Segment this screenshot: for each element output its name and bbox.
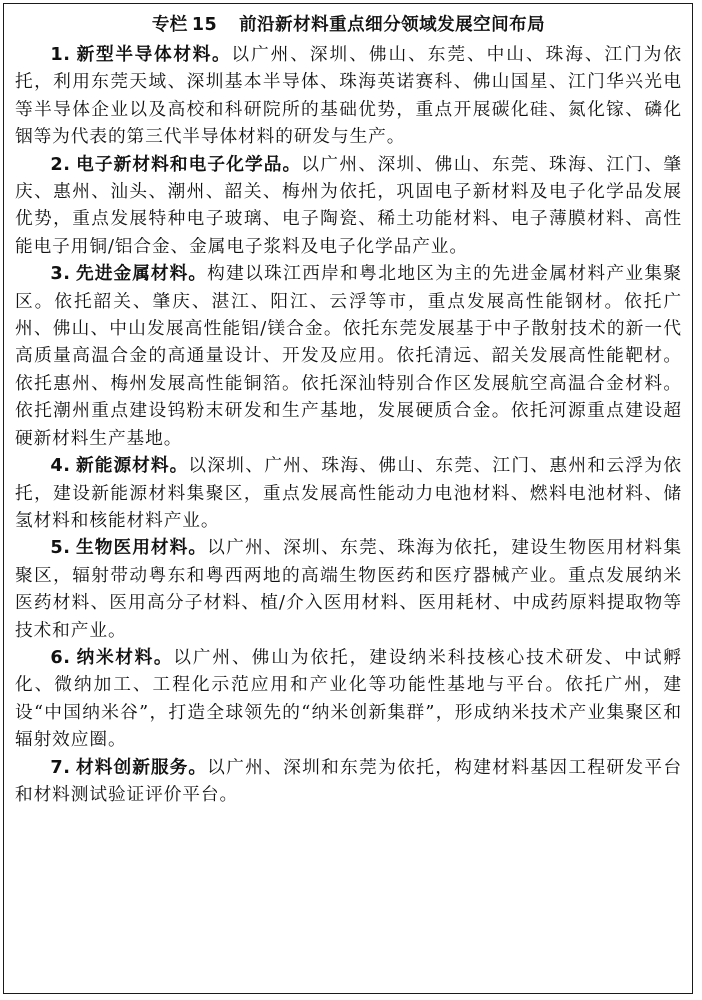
item-number: 5. xyxy=(50,538,71,559)
item-innovation-services xyxy=(15,755,682,810)
item-text: 以广州、深圳、佛山、东莞、中山、珠海、江门为依托，利用东莞天域、深圳基本半导体、珠海英诺赛科、佛山国星、江门华兴光电等半导体企业以及高校和科研院所的基础优势，重点开展碳化硅、氮化镓、磷化铟等为代表的第三代半导体材料的研发与生产。 xyxy=(15,45,682,148)
item-heading: 电子新材料和电子化学品。 xyxy=(75,154,302,175)
item-heading: 新型半导体材料。 xyxy=(75,45,232,65)
item-heading: 材料创新服务。 xyxy=(75,757,208,778)
item-number: 4. xyxy=(50,456,71,477)
panel-label: 专栏 xyxy=(151,15,188,35)
item-lead xyxy=(50,456,188,476)
item-lead xyxy=(50,264,207,284)
item-number: 2. xyxy=(50,154,71,175)
item-lead xyxy=(50,155,301,175)
panel-heading: 前沿新材料重点细分领域发展空间布局 xyxy=(239,15,546,35)
item-heading: 新能源材料。 xyxy=(75,456,189,477)
item-text: 以广州、佛山为依托，建设纳米科技核心技术研发、中试孵化、微纳加工、工程化示范应用和产业化等功能性基地与平台。依托广州，建设“中国纳米谷”，打造全球领先的“纳米创新集群”，形成纳米技术产业集聚区和辐射效应圈。 xyxy=(15,647,682,751)
item-text: 以广州、深圳、东莞、珠海为依托，建设生物医用材料集聚区，辐射带动粤东和粤西两地的高端生物医药和医疗器械产业。重点发展纳米医药材料、医用高分子材料、植/介入医用材料、医用耗材、中成药原料提取物等技术和产业。 xyxy=(15,538,682,641)
item-lead xyxy=(50,648,173,668)
item-nanomaterials xyxy=(15,645,682,755)
item-heading: 生物医用材料。 xyxy=(75,538,208,559)
item-new-energy xyxy=(15,453,682,535)
column-panel xyxy=(3,3,693,994)
item-text: 以广州、深圳和东莞为依托，构建材料基因工程研发平台和材料测试验证评价平台。 xyxy=(15,757,682,805)
item-number: 6. xyxy=(50,647,71,668)
item-text: 构建以珠江西岸和粤北地区为主的先进金属材料产业集聚区。依托韶关、肇庆、湛江、阳江、云浮等市，重点发展高性能钢材。依托广州、佛山、中山发展高性能铝/镁合金。依托东莞发展基于中子散射技术的新一代高质量高温合金的高通量设计、开发及应用。依托清远、韶关发展高性能靶材。依托惠州、梅州发展高性能铜箔。依托深汕特别合作区发展航空高温合金材料。依托潮州重点建设钨粉末研发和生产基地，发展硬质合金。依托河源重点建设超硬新材料生产基地。 xyxy=(15,264,682,449)
item-heading: 纳米材料。 xyxy=(75,647,174,668)
item-semiconductor xyxy=(15,42,682,152)
item-electronic-materials xyxy=(15,152,682,262)
item-text: 以深圳、广州、珠海、佛山、东莞、江门、惠州和云浮为依托，建设新能源材料集聚区，重点发展高性能动力电池材料、燃料电池材料、储氢材料和核能材料产业。 xyxy=(15,456,682,531)
item-lead xyxy=(50,758,207,778)
item-lead xyxy=(50,45,231,65)
item-number: 7. xyxy=(50,757,71,778)
item-heading: 先进金属材料。 xyxy=(75,264,208,285)
item-biomedical xyxy=(15,535,682,645)
item-number: 1. xyxy=(50,45,71,65)
item-number: 3. xyxy=(50,264,71,285)
item-text: 以广州、深圳、佛山、东莞、珠海、江门、肇庆、惠州、汕头、潮州、韶关、梅州为依托，巩固电子新材料及电子化学品发展优势，重点发展特种电子玻璃、电子陶瓷、稀土功能材料、电子薄膜材料、高性能电子用铜/铝合金、金属电子浆料及电子化学品产业。 xyxy=(15,154,682,257)
panel-number: 15 xyxy=(191,15,218,35)
item-lead xyxy=(50,538,207,558)
item-advanced-metals xyxy=(15,261,682,453)
panel-title xyxy=(15,12,682,42)
